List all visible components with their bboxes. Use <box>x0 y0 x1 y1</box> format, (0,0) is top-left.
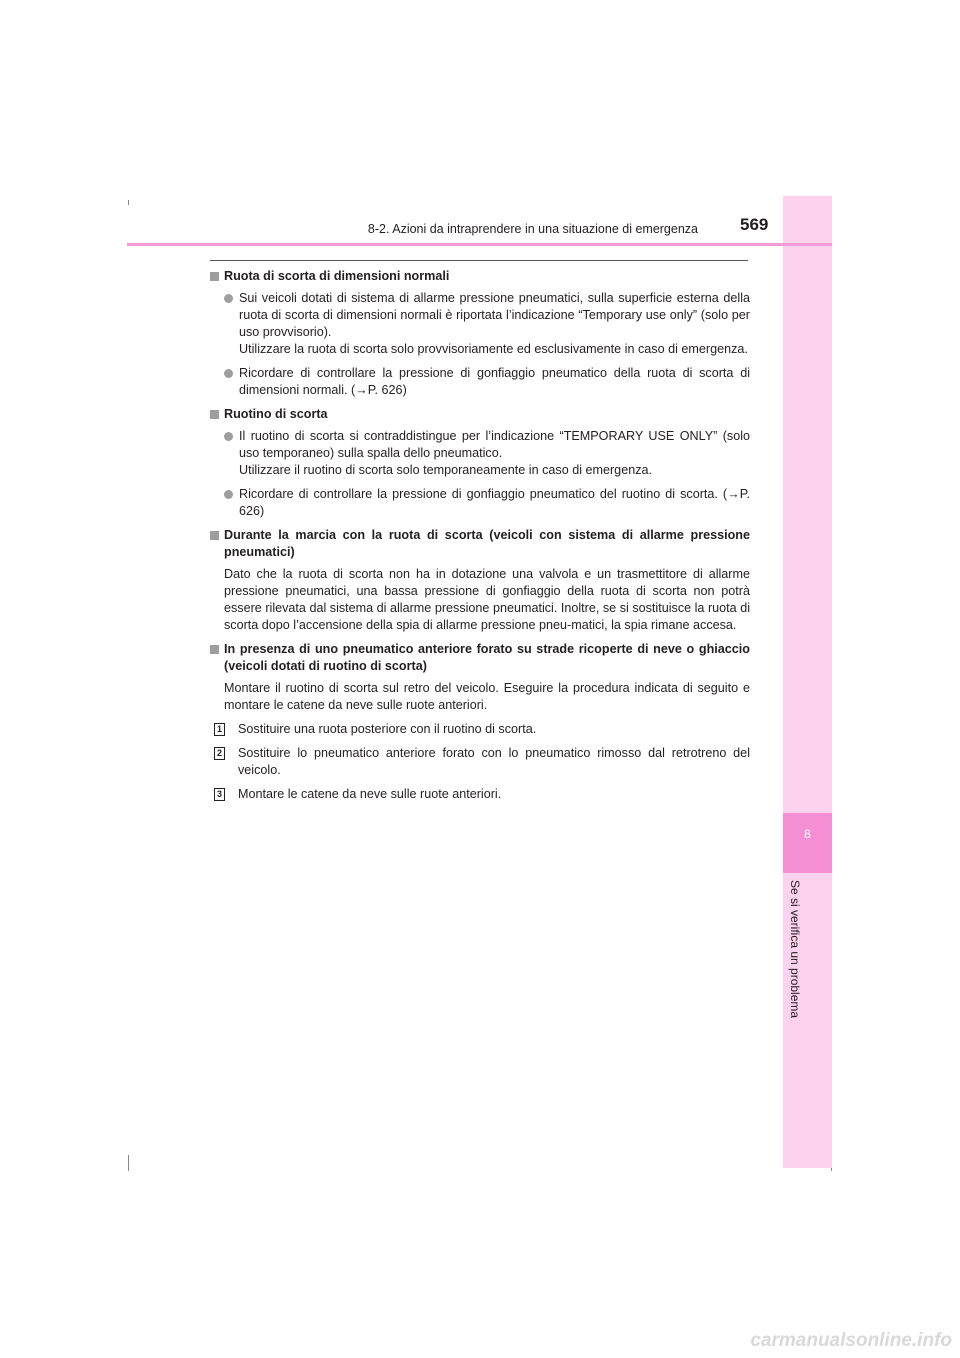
square-bullet-icon <box>210 410 219 419</box>
paragraph: Montare il ruotino di scorta sul retro del veicolo. Eseguire la procedura indicata di seguito e montare le catene da neve sulle ruote anteriori. <box>224 681 750 712</box>
round-bullet-icon <box>224 432 233 441</box>
round-bullet-icon <box>224 369 233 378</box>
chapter-title <box>788 880 802 1040</box>
step-number-box: 2 <box>214 747 225 760</box>
heading-driving-with-spare: Durante la marcia con la ruota di scorta (veicoli con sistema di allarme pressione pneumatici) <box>210 527 750 561</box>
step-item: 1 Sostituire una ruota posteriore con il ruotino di scorta. <box>214 721 750 738</box>
square-bullet-icon <box>210 272 219 281</box>
bullet-item: Ricordare di controllare la pressione di gonfiaggio pneumatico della ruota di scorta di dimensioni normali. (→P. 626) <box>224 365 750 399</box>
page-number: 569 <box>740 215 769 234</box>
step-item: 3 Montare le catene da neve sulle ruote anteriori. <box>214 786 750 803</box>
round-bullet-icon <box>224 490 233 499</box>
paragraph: Dato che la ruota di scorta non ha in dotazione una valvola e un trasmettitore di allarme pressione pneumatici, una bassa pressione di gonfiaggio della ruota di scorta non potrà essere rilevata dal sistema di allarme pressione pneumatici. Inoltre, se si sostituisce la ruota di scorta dopo l’accensione della spia di allarme pressione pneu-matici, la spia rimane accesa. <box>224 567 750 632</box>
heading-flat-front-tire-snow: In presenza di uno pneumatico anteriore forato su strade ricoperte di neve o ghiaccio (veicoli dotati di ruotino di scorta) <box>210 641 750 675</box>
content-top-rule <box>210 260 748 261</box>
chapter-number-box <box>783 813 832 873</box>
section-title: 8-2. Azioni da intraprendere in una situazione di emergenza <box>367 222 698 236</box>
watermark: carmanualsonline.info <box>750 1330 952 1351</box>
step-number-box: 3 <box>214 788 225 801</box>
step-number-box: 1 <box>214 723 225 736</box>
chapter-title-text: Se si verifica un problema <box>788 880 802 1019</box>
page-content <box>210 268 750 810</box>
trim-mark <box>128 200 129 205</box>
round-bullet-icon <box>224 294 233 303</box>
heading-full-size-spare: Ruota di scorta di dimensioni normali <box>210 268 750 285</box>
chapter-number: 8 <box>804 827 811 841</box>
heading-compact-spare: Ruotino di scorta <box>210 406 750 423</box>
square-bullet-icon <box>210 531 219 540</box>
trim-mark <box>128 1155 129 1171</box>
bullet-item: Ricordare di controllare la pressione di gonfiaggio pneumatico del ruotino di scorta. (→P. 626) <box>224 486 750 520</box>
header-divider <box>127 243 832 246</box>
square-bullet-icon <box>210 645 219 654</box>
bullet-item: Sui veicoli dotati di sistema di allarme pressione pneumatici, sulla superficie esterna della ruota di scorta di dimensioni normali è riportata l’indicazione “Temporary use only” (solo per uso provvisorio). Utilizzare la ruota di scorta solo provvisoriamente ed esclusivamente in caso di emergenza. <box>224 290 750 358</box>
step-item: 2 Sostituire lo pneumatico anteriore forato con lo pneumatico rimosso dal retrotreno del veicolo. <box>214 745 750 779</box>
bullet-item: Il ruotino di scorta si contraddistingue per l’indicazione “TEMPORARY USE ONLY” (solo uso temporaneo) sulla spalla dello pneumatico. Utilizzare il ruotino di scorta solo temporaneamente in caso di emergenza. <box>224 428 750 479</box>
